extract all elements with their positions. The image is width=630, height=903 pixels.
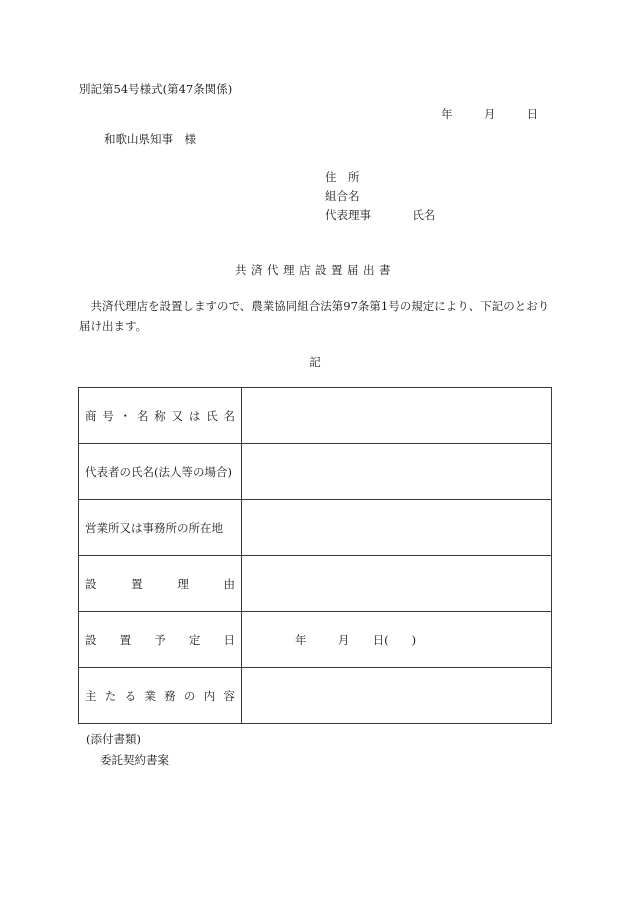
- label-char: 日: [223, 632, 235, 647]
- label-office-location: [79, 500, 242, 556]
- date-line: [441, 106, 538, 122]
- label-char: は: [188, 408, 201, 423]
- union-name-label: 組合名: [325, 189, 360, 203]
- label-spread: [85, 632, 235, 648]
- attachments-heading: (添付書類): [86, 732, 141, 746]
- label-char: 主: [85, 688, 97, 703]
- representative-label: 代表理事: [325, 208, 371, 222]
- value-office-location[interactable]: [242, 500, 552, 556]
- form-table: [78, 387, 552, 724]
- value-trade-name[interactable]: [242, 388, 552, 444]
- label-char: ・: [119, 408, 132, 423]
- value-reason[interactable]: [242, 556, 552, 612]
- label-char: 称: [154, 408, 166, 423]
- representative-row: [325, 206, 435, 225]
- label-char: 業: [144, 688, 156, 703]
- document-title: 共済代理店設置届出書: [235, 263, 395, 277]
- value-planned-date[interactable]: [242, 612, 552, 668]
- label-char: 商: [85, 408, 97, 423]
- label-char: 内: [203, 688, 216, 703]
- form-number: 別記第54号様式(第47条関係): [79, 82, 233, 96]
- label-spread: [85, 688, 235, 704]
- ki-heading: 記: [309, 355, 321, 369]
- label-char: 容: [223, 688, 235, 703]
- planned-date-fields: [242, 632, 551, 648]
- planned-day: 日( ): [372, 632, 417, 647]
- label-char: 由: [223, 576, 235, 591]
- label-char: 置: [131, 576, 143, 591]
- label-spread: [85, 408, 235, 424]
- label-trade-name: [79, 388, 242, 444]
- value-representative[interactable]: [242, 444, 552, 500]
- attachment-item: 委託契約書案: [100, 753, 169, 767]
- label-text: 代表者の氏名(法人等の場合): [85, 464, 232, 479]
- label-text: 営業所又は事務所の所在地: [85, 520, 223, 535]
- applicant-block: [325, 168, 435, 225]
- body-text: 共済代理店を設置しますので、農業協同組合法第97条第1号の規定により、下記のとおり届け出ます。: [79, 299, 550, 333]
- addressee: 和歌山県知事 様: [104, 132, 196, 146]
- label-reason: [79, 556, 242, 612]
- label-char: 理: [177, 576, 189, 591]
- date-month: 月: [483, 107, 496, 121]
- label-char: 氏: [206, 408, 218, 423]
- label-char: 名: [136, 408, 149, 423]
- date-day: 日: [526, 107, 539, 121]
- label-spread: [85, 576, 235, 592]
- label-char: る: [124, 688, 137, 703]
- date-year: 年: [441, 107, 453, 121]
- table-row: [79, 556, 552, 612]
- label-char: た: [104, 688, 117, 703]
- label-main-business: [79, 668, 242, 724]
- label-char: 設: [85, 576, 97, 591]
- table-row: [79, 388, 552, 444]
- table-row: [79, 444, 552, 500]
- planned-month: 月: [337, 632, 350, 647]
- label-char: 号: [102, 408, 114, 423]
- label-char: 設: [85, 632, 97, 647]
- label-char: 定: [188, 632, 201, 647]
- label-char: 務: [164, 688, 176, 703]
- label-char: 予: [154, 632, 166, 647]
- label-char: の: [183, 688, 196, 703]
- label-char: 又: [171, 408, 184, 423]
- table-row: [79, 500, 552, 556]
- label-char: 名: [223, 408, 235, 423]
- value-main-business[interactable]: [242, 668, 552, 724]
- name-label: 氏名: [412, 208, 436, 222]
- address-label: 住 所: [325, 170, 360, 184]
- label-planned-date: [79, 612, 242, 668]
- table-row: [79, 612, 552, 668]
- label-representative: [79, 444, 242, 500]
- table-row: [79, 668, 552, 724]
- label-char: 置: [119, 632, 132, 647]
- planned-year: 年: [295, 632, 307, 647]
